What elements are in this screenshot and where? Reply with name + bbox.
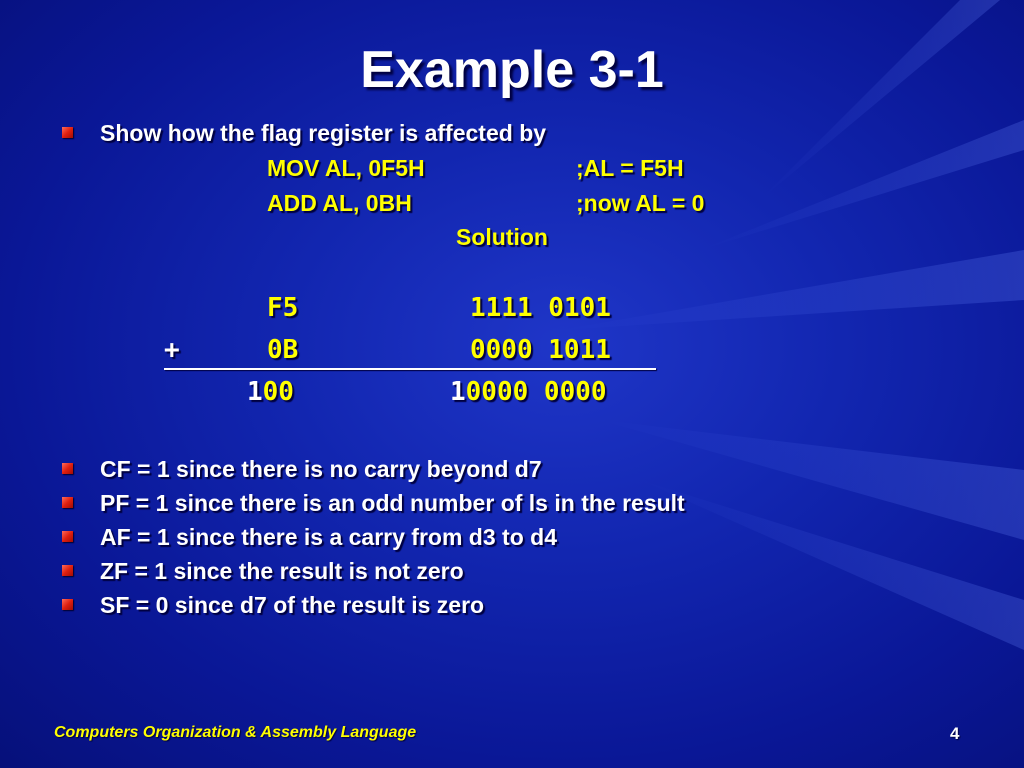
sum-underline <box>164 368 656 370</box>
flag-item: ZF = 1 since the result is not zero <box>100 558 464 584</box>
flag-item: AF = 1 since there is a carry from d3 to d4 <box>100 524 557 550</box>
calc-row3-bin-rest: 0000 0000 <box>465 377 607 407</box>
calc-row1-bin: 1111 0101 <box>470 293 611 323</box>
flag-item: CF = 1 since there is no carry beyond d7 <box>100 456 542 482</box>
calc-row3-bin <box>450 377 607 407</box>
instruction-2-op: ADD AL, 0BH <box>267 190 412 216</box>
calc-row3-hex-rest: 00 <box>262 377 294 407</box>
instruction-1-comment: ;AL = F5H <box>576 155 684 181</box>
bullet-icon <box>62 599 73 610</box>
bullet-icon <box>62 127 73 138</box>
instruction-2-comment: ;now AL = 0 <box>576 190 705 216</box>
calc-row3-hex-carry: 1 <box>247 377 263 407</box>
calc-row2-sign: + <box>164 335 180 365</box>
bullet-icon <box>62 497 73 508</box>
bullet-icon <box>62 463 73 474</box>
instruction-1-op: MOV AL, 0F5H <box>267 155 425 181</box>
footer-course-title: Computers Organization & Assembly Language <box>54 724 417 741</box>
page-number: 4 <box>950 724 960 743</box>
slide-title: Example 3-1 <box>360 41 664 99</box>
calc-row2-bin: 0000 1011 <box>470 335 611 365</box>
calc-row3-hex <box>247 377 294 407</box>
intro-text: Show how the flag register is affected by <box>100 120 547 146</box>
calc-row2-hex: 0B <box>267 335 299 365</box>
bullet-icon <box>62 565 73 576</box>
flag-item: PF = 1 since there is an odd number of ls in the result <box>100 490 685 516</box>
calc-row3-bin-carry: 1 <box>450 377 466 407</box>
solution-label: Solution <box>456 224 548 250</box>
bullet-icon <box>62 531 73 542</box>
calc-row1-hex: F5 <box>267 293 299 323</box>
flag-item: SF = 0 since d7 of the result is zero <box>100 592 485 618</box>
